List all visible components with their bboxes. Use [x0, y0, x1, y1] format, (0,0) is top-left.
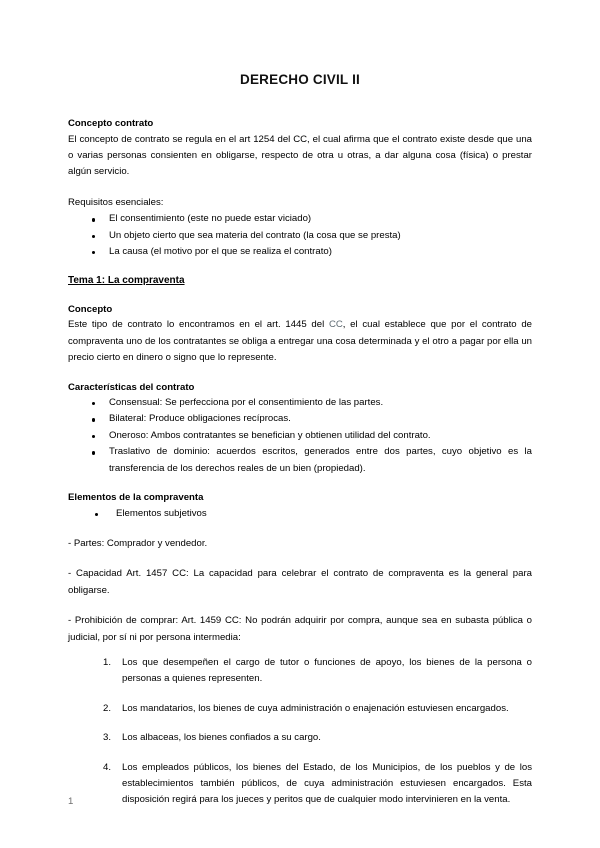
- heading-elementos: Elementos de la compraventa: [68, 492, 204, 504]
- page-content: [68, 0, 532, 809]
- concepto-text-part1: Este tipo de contrato lo encontramos en el art. 1445 del: [68, 319, 329, 331]
- list-item: Traslativo de dominio: acuerdos escritos, generados entre dos partes, cuyo objetivo es la transferencia de los derechos reales de un bien (propiedad).: [68, 444, 532, 477]
- requisitos-list: [68, 211, 532, 260]
- paragraph-concepto-contrato: El concepto de contrato se regula en el art 1254 del CC, el cual afirma que el contrato existe desde que una o varias personas consienten en obligarse, respecto de otra u otras, a dar alguna cosa (física) o prestar algún servicio.: [68, 133, 532, 178]
- list-item: Oneroso: Ambos contratantes se benefician y obtienen utilidad del contrato.: [68, 428, 532, 444]
- list-item: Elementos subjetivos: [68, 506, 532, 522]
- heading-concepto: Concepto: [68, 303, 113, 315]
- paragraph-partes: - Partes: Comprador y vendedor.: [68, 538, 208, 549]
- list-item: Consensual: Se perfecciona por el consentimiento de las partes.: [68, 395, 532, 411]
- paragraph-capacidad: - Capacidad Art. 1457 CC: La capacidad para celebrar el contrato de compraventa es la general para obligarse.: [68, 568, 532, 596]
- list-item: Los mandatarios, los bienes de cuya administración o enajenación estuviesen encargados.: [122, 702, 509, 714]
- elementos-list: [68, 506, 532, 522]
- list-item: Los que desempeñen el cargo de tutor o funciones de apoyo, los bienes de la persona o personas a quienes representen.: [122, 657, 532, 685]
- heading-caracteristicas: Características del contrato: [68, 381, 195, 393]
- caracteristicas-list: [68, 395, 532, 477]
- heading-concepto-contrato: Concepto contrato: [68, 118, 154, 129]
- concepto-text-part2: , el cual establece que por el contrato de compraventa uno de los contratantes se obliga a entregar una cosa determinada y el otro a pagar por ella un precio cierto en dinero o signo que lo represente.: [68, 319, 532, 364]
- page-title: DERECHO CIVIL II: [240, 72, 360, 87]
- list-item: Un objeto cierto que sea materia del contrato (la cosa que se presta): [68, 228, 532, 244]
- list-item: La causa (el motivo por el que se realiza el contrato): [68, 244, 532, 260]
- concepto-code-reference: CC: [328, 319, 343, 331]
- paragraph-concepto: [68, 317, 532, 366]
- list-item: Bilateral: Produce obligaciones recíprocas.: [68, 411, 532, 427]
- list-item: Los albaceas, los bienes confiados a su cargo.: [122, 732, 321, 744]
- prohibicion-numbered-list: [68, 655, 532, 809]
- list-item: El consentimiento (este no puede estar viciado): [68, 211, 532, 227]
- requisitos-intro: Requisitos esenciales:: [68, 196, 164, 208]
- page-number: 1: [68, 796, 74, 807]
- list-item: Los empleados públicos, los bienes del Estado, de los Municipios, de los pueblos y de los establecimientos también públicos, de cuya administración estuviesen encargados. Esta disposición regirá para los jueces y peritos que de cualquier modo intervinieren en la venta.: [122, 761, 532, 806]
- paragraph-prohibicion-intro: - Prohibición de comprar: Art. 1459 CC: No podrán adquirir por compra, aunque sea en subasta pública o judicial, por sí ni por persona intermedia:: [68, 615, 532, 643]
- heading-tema-1: Tema 1: La compraventa: [68, 275, 185, 287]
